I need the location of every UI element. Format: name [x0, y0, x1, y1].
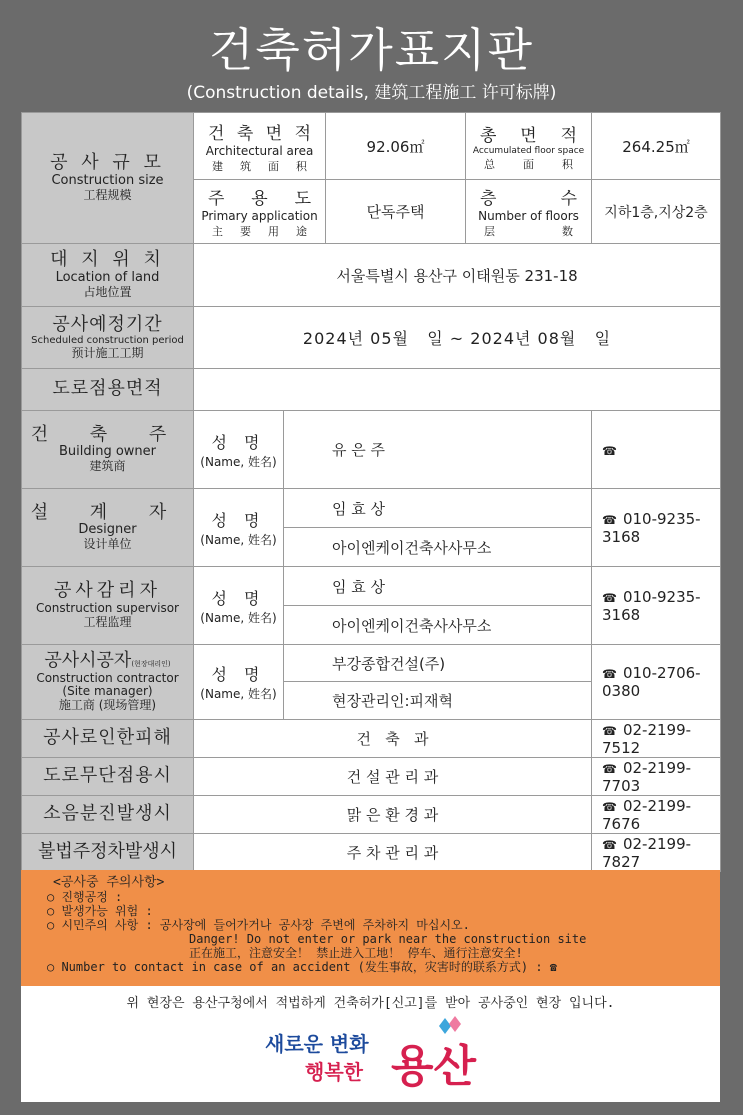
safety-notice [21, 870, 720, 986]
notice-heading: <공사중 주의사항> [53, 875, 165, 890]
contact-phone: ☎ 02-2199-7676 [592, 796, 721, 834]
phone-icon: ☎ [602, 443, 617, 458]
phone-icon: ☎ [602, 667, 617, 681]
floors-value: 지하1층,지상2층 [592, 180, 721, 244]
total-area-value: 264.25㎡ [592, 113, 721, 180]
phone-icon: ☎ [602, 723, 617, 738]
contractor-company: 부강종합건설(주) [284, 645, 592, 682]
contact-phone: ☎ 02-2199-7703 [592, 758, 721, 796]
contact-phone: ☎ 02-2199-7827 [592, 834, 721, 872]
scale-label: 공 사 규 모 Construction size 工程规模 [22, 113, 194, 244]
supervisor-name-label: 성 명 (Name, 姓名) [194, 567, 284, 645]
designer-name-label: 성 명 (Name, 姓名) [194, 489, 284, 567]
arch-area-value: 92.06㎡ [326, 113, 466, 180]
phone-icon: ☎ [602, 837, 617, 852]
supervisor-phone: ☎ 010-9235-3168 [592, 567, 721, 645]
notice-line: 正在施工，注意安全！ 禁止进入工地！ 停车、通行注意安全! [189, 946, 523, 960]
yongsan-logo: 새로운 변화 행복한 용산 [261, 1014, 501, 1104]
notice-line: ○ 진행공정 : [47, 890, 123, 904]
designer-phone: ☎ 010-9235-3168 [592, 489, 721, 567]
total-area-label: 총 면 적 Accumulated floor space 总 面 积 [466, 113, 592, 180]
owner-phone [592, 411, 721, 489]
location-value: 서울특별시 용산구 이태원동 231-18 [194, 244, 721, 307]
location-label: 대 지 위 치 Location of land 占地位置 [22, 244, 194, 307]
notice-line: ○ Number to contact in case of an accident (发生事故，灾害时的联系方式) : ☎ [47, 960, 558, 974]
contractor-name-label: 성 명 (Name, 姓名) [194, 645, 284, 720]
contact-label: 공사로인한피해 [22, 720, 194, 758]
phone-icon: ☎ [602, 512, 617, 527]
permit-table [21, 112, 721, 872]
contractor-label: 공사시공자(현장대리인) Construction contractor (Site manager) 施工商 (现场管理) [22, 645, 194, 720]
supervisor-company: 아이엔케이건축사사무소 [284, 606, 592, 645]
notice-line: Danger! Do not enter or park near the construction site [189, 932, 587, 946]
owner-name: 유 은 주 [284, 411, 592, 489]
contact-dept: 건 축 과 [194, 720, 592, 758]
period-value: 2024년 05월 일 ~ 2024년 08월 일 [194, 307, 721, 369]
use-value: 단독주택 [326, 180, 466, 244]
contractor-manager: 현장관리인:피재혁 [284, 682, 592, 720]
road-value [194, 369, 721, 411]
floors-label: 층 수 Number of floors 层 数 [466, 180, 592, 244]
owner-label: 건 축 주 Building owner 建筑商 [22, 411, 194, 489]
page-title: 건축허가표지판 [208, 23, 535, 77]
phone-icon: ☎ [549, 960, 558, 974]
contractor-phone: ☎ 010-2706-0380 [592, 645, 721, 720]
contact-dept: 맑 은 환 경 과 [194, 796, 592, 834]
sign-panel [21, 112, 720, 1102]
designer-company: 아이엔케이건축사사무소 [284, 528, 592, 567]
designer-name: 임 효 상 [284, 489, 592, 528]
contact-label: 불법주정차발생시 [22, 834, 194, 872]
phone-icon: ☎ [602, 761, 617, 776]
supervisor-name: 임 효 상 [284, 567, 592, 606]
page-subtitle: (Construction details, 建筑工程施工 许可标牌) [186, 83, 557, 103]
notice-line: ○ 발생가능 위험 : [47, 904, 153, 918]
phone-icon: ☎ [602, 799, 617, 814]
footer-note: 위 현장은 용산구청에서 적법하게 건축허가[신고]를 받아 공사중인 현장 입니다. [126, 996, 615, 1011]
supervisor-label: 공사감리자 Construction supervisor 工程监理 [22, 567, 194, 645]
designer-label: 설 계 자 Designer 设计单位 [22, 489, 194, 567]
contact-label: 소음분진발생시 [22, 796, 194, 834]
contact-dept: 건 설 관 리 과 [194, 758, 592, 796]
owner-name-label: 성 명 (Name, 姓名) [194, 411, 284, 489]
phone-icon: ☎ [602, 590, 617, 605]
contact-label: 도로무단점용시 [22, 758, 194, 796]
road-label: 도로점용면적 [22, 369, 194, 411]
arch-area-label: 건 축 면 적 Architectural area 建 筑 面 积 [194, 113, 326, 180]
contact-dept: 주 차 관 리 과 [194, 834, 592, 872]
use-label: 주 용 도 Primary application 主 要 用 途 [194, 180, 326, 244]
notice-line: ○ 시민주의 사항 : 공사장에 들어가거나 공사장 주변에 주차하지 마십시오. [47, 918, 470, 932]
contact-phone: ☎ 02-2199-7512 [592, 720, 721, 758]
period-label: 공사예정기간 Scheduled construction period 预计施工工期 [22, 307, 194, 369]
